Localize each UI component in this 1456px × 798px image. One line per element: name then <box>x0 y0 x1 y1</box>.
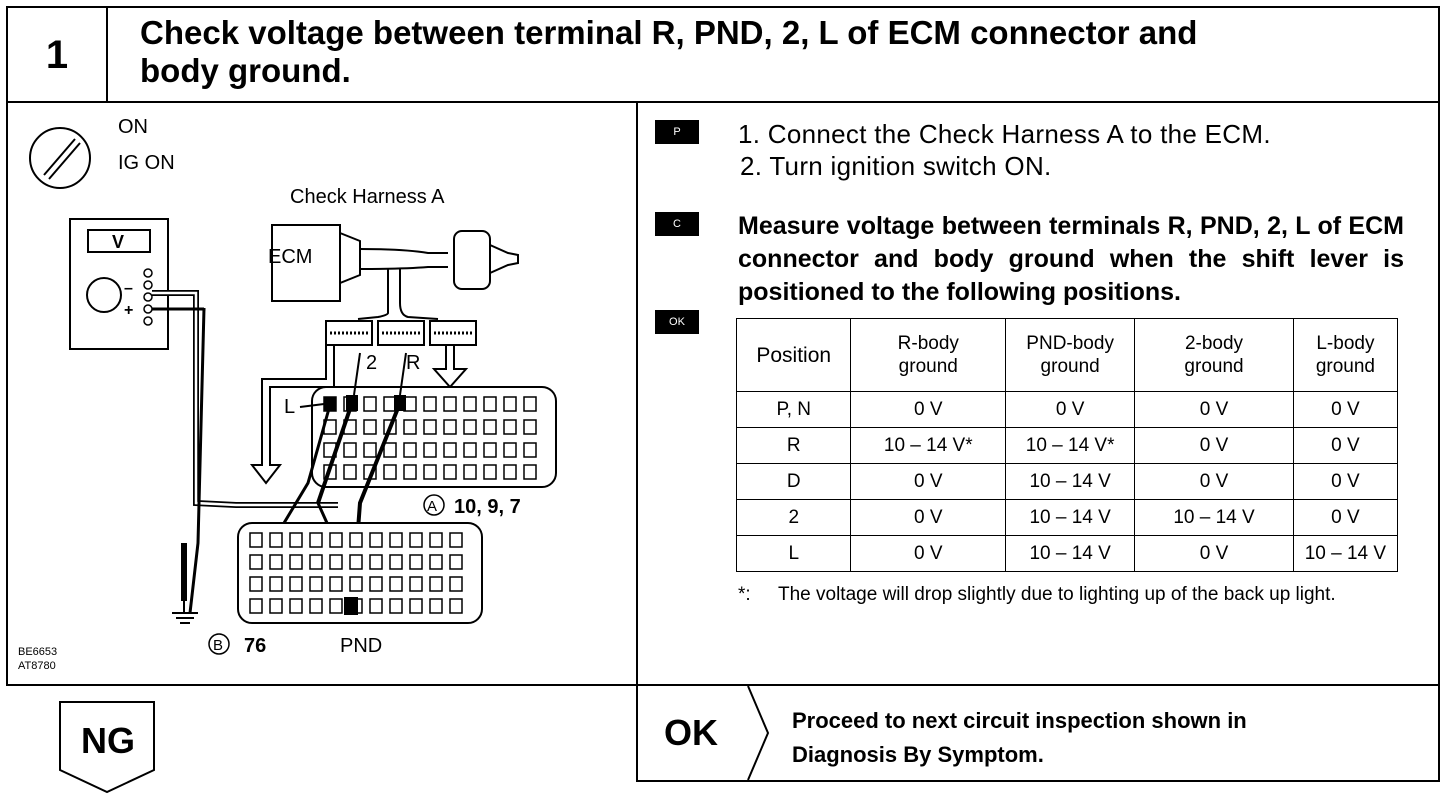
table-cell: 0 V <box>1135 392 1294 428</box>
connector-a-icon <box>312 387 556 487</box>
table-cell: P, N <box>737 392 851 428</box>
step-title-line2: body ground. <box>140 52 351 89</box>
pin-r-label: R <box>406 352 421 374</box>
table-cell: 0 V <box>1293 500 1397 536</box>
ok-text-line2: Diagnosis By Symptom. <box>792 742 1044 767</box>
ref-code-2: AT8780 <box>18 660 56 672</box>
ign-on-label: ON <box>118 116 148 138</box>
table-header: L-body ground <box>1293 319 1397 392</box>
footnote-text: The voltage will drop slightly due to lighting up of the back up light. <box>778 584 1336 605</box>
table-cell: R <box>737 428 851 464</box>
footnote-mark: *: <box>738 584 751 605</box>
svg-text:+: + <box>124 302 134 319</box>
table-cell: 10 – 14 V <box>1135 500 1294 536</box>
table-row <box>737 500 1398 536</box>
table-cell: 10 – 14 V* <box>1006 428 1135 464</box>
ground-icon <box>172 613 198 623</box>
connector-b-letter: B <box>213 637 224 654</box>
table-header: Position <box>737 319 851 392</box>
table-cell: L <box>737 536 851 572</box>
table-row <box>737 392 1398 428</box>
pnd-label: PND <box>340 635 383 657</box>
step-title-line1: Check voltage between terminal R, PND, 2, L of ECM connector and <box>140 14 1198 51</box>
table-cell: 0 V <box>1135 428 1294 464</box>
table-header-row <box>737 319 1398 392</box>
table-cell: 10 – 14 V <box>1006 500 1135 536</box>
table-cell: D <box>737 464 851 500</box>
table-cell: 0 V <box>851 536 1006 572</box>
connector-b-icon <box>238 523 482 623</box>
pin-2-label: 2 <box>366 352 378 374</box>
table-header: PND-body ground <box>1006 319 1135 392</box>
connector-a-letter: A <box>427 498 438 515</box>
connector-a-marker <box>424 495 444 515</box>
step-number: 1 <box>8 8 108 103</box>
harness-label: Check Harness A <box>290 186 445 208</box>
table-cell: 0 V <box>1293 392 1397 428</box>
table-cell: 0 V <box>1293 464 1397 500</box>
table-cell: 0 V <box>1293 428 1397 464</box>
ref-code-1: BE6653 <box>18 646 58 658</box>
table-cell: 2 <box>737 500 851 536</box>
ecm-label: ECM <box>268 246 313 268</box>
check-instruction: Measure voltage between terminals R, PND, 2, L of ECM connector and body ground when the shift lever is positioned to the following positions. <box>738 212 1404 306</box>
table-row <box>737 536 1398 572</box>
prep-item-1: 1. Connect the Check Harness A to the ECM. <box>738 119 1271 149</box>
svg-text:–: – <box>124 280 133 297</box>
table-cell: 0 V <box>1006 392 1135 428</box>
table-cell: 10 – 14 V <box>1293 536 1397 572</box>
table-header: R-body ground <box>851 319 1006 392</box>
table-cell: 10 – 14 V <box>1006 464 1135 500</box>
check-tag: C <box>655 212 699 236</box>
table-header: 2-body ground <box>1135 319 1294 392</box>
ok-tag: OK <box>655 310 699 334</box>
ok-text-line1: Proceed to next circuit inspection shown in <box>792 708 1247 733</box>
table-cell: 0 V <box>851 464 1006 500</box>
connector-a-label: 10, 9, 7 <box>454 496 521 518</box>
wiring-diagram <box>8 103 636 684</box>
table-cell: 10 – 14 V* <box>851 428 1006 464</box>
ignition-switch-icon <box>30 128 90 188</box>
table-cell: 0 V <box>851 392 1006 428</box>
pin-l-label: L <box>284 396 296 418</box>
meter-label: V <box>112 232 125 252</box>
table-row <box>737 464 1398 500</box>
prep-tag: P <box>655 120 699 144</box>
table-row <box>737 428 1398 464</box>
ok-label: OK <box>664 712 718 753</box>
ok-arrow-divider <box>744 686 774 780</box>
ng-label: NG <box>81 720 135 761</box>
ign-ig-on-label: IG ON <box>118 152 175 174</box>
step-title <box>140 14 1420 90</box>
prep-item-2: 2. Turn ignition switch ON. <box>740 151 1052 181</box>
table-cell: 0 V <box>1135 464 1294 500</box>
check-harness-icon <box>272 225 518 345</box>
table-cell: 0 V <box>1135 536 1294 572</box>
table-cell: 10 – 14 V <box>1006 536 1135 572</box>
connector-b-label: 76 <box>244 635 267 657</box>
ok-text <box>792 704 1247 772</box>
table-cell: 0 V <box>851 500 1006 536</box>
voltage-table <box>736 318 1398 572</box>
connector-b-marker <box>209 634 229 654</box>
